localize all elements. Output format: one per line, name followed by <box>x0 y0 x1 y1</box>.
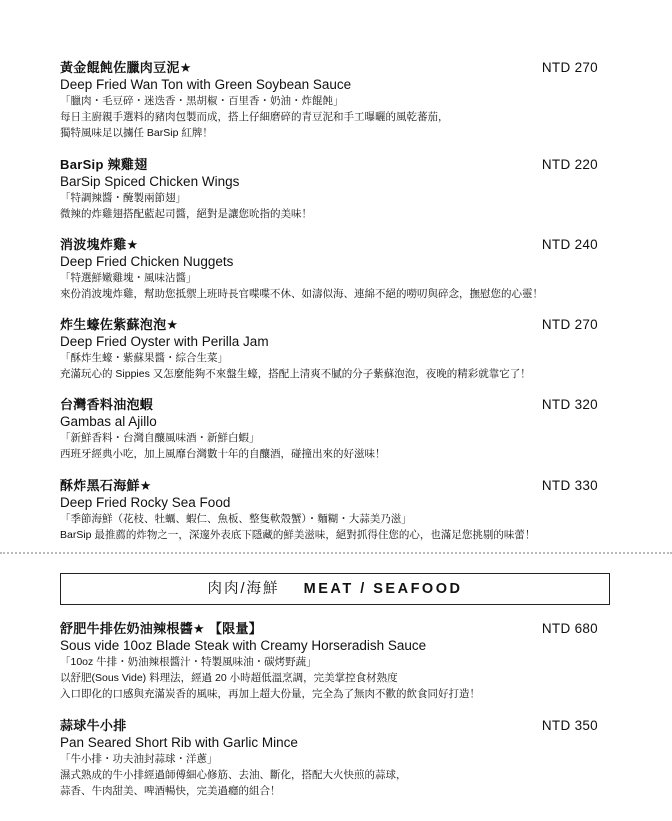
item-price: NTD 330 <box>541 478 598 493</box>
item-description: BarSip 最推薦的炸物之一，深邃外表底下隱藏的鮮美滋味，絕對抓得住您的心，也滿足您挑剔的味蕾！ <box>60 529 536 541</box>
item-ingredients: 「新鮮香料・台灣自釀風味酒・新鮮白蝦」 <box>60 432 260 444</box>
item-name-en: Sous vide 10oz Blade Steak with Creamy Horseradish Sauce <box>60 638 427 653</box>
item-name-zh: 炸生蠔佐紫蘇泡泡★ <box>60 317 179 332</box>
item-name-en: Pan Seared Short Rib with Garlic Mince <box>60 735 298 750</box>
item-price: NTD 680 <box>541 621 598 636</box>
item-title-row <box>60 477 612 494</box>
item-description: 充滿玩心的 Sippies 又怎麼能夠不來盤生蠔，搭配上清爽不膩的分子紫蘇泡泡，夜晚的精彩就靠它了！ <box>60 368 531 380</box>
menu-item <box>60 396 612 462</box>
item-name-zh: 酥炸黑石海鮮★ <box>60 478 152 493</box>
item-ingredients: 「特調辣醬・醃製兩節翅」 <box>60 192 186 204</box>
item-description: 蒜香、牛肉甜美、啤酒暢快，完美過癮的組合！ <box>60 785 281 797</box>
item-description: 獨特風味足以擄任 BarSip 紅牌！ <box>60 127 213 139</box>
menu-item <box>60 156 612 222</box>
menu-item <box>60 717 612 799</box>
item-ingredients: 「季節海鮮（花枝、牡蠣、蝦仁、魚板、整隻軟殼蟹）・麵糊・大蒜美乃滋」 <box>60 513 412 525</box>
section-header <box>60 573 610 605</box>
item-name-en: Gambas al Ajillo <box>60 414 157 429</box>
item-name-en: Deep Fried Wan Ton with Green Soybean Sauce <box>60 77 352 92</box>
item-name-zh: 蒜球牛小排 <box>60 718 127 733</box>
item-description: 以舒肥(Sous Vide) 料理法，經過 20 小時超低溫烹調，完美掌控食材熟度 <box>60 672 398 684</box>
item-description: 來份消波塊炸雞，幫助您抵禦上班時長官喋喋不休、如濤似海、連綿不絕的嘮叨與碎念，撫慰您的心靈！ <box>60 288 543 300</box>
item-name-zh: 舒肥牛排佐奶油辣根醬★ 【限量】 <box>60 621 263 636</box>
item-name-zh: 台灣香料油泡蝦 <box>60 397 154 412</box>
item-name-zh: 黃金餛飩佐臘肉豆泥★ <box>60 60 192 75</box>
item-description: 入口即化的口感與充滿炭香的風味，再加上超大份量，完全為了無肉不歡的飲食同好打造！ <box>60 688 480 700</box>
item-description: 微辣的炸雞翅搭配藍起司醬，絕對是讓您吮指的美味！ <box>60 208 312 220</box>
item-title-row <box>60 396 612 413</box>
section-title-en: MEAT / SEAFOOD <box>303 581 463 597</box>
menu-item <box>60 236 612 302</box>
item-title-row <box>60 236 612 253</box>
item-name-en: BarSip Spiced Chicken Wings <box>60 174 240 189</box>
menu-item <box>60 59 612 141</box>
item-name-en: Deep Fried Chicken Nuggets <box>60 254 234 269</box>
item-ingredients: 「臘肉・毛豆碎・迷迭香・黑胡椒・百里香・奶油・炸餛飩」 <box>60 95 344 107</box>
item-price: NTD 240 <box>541 237 598 252</box>
item-price: NTD 270 <box>541 317 598 332</box>
item-description: 濕式熟成的牛小排經過師傅細心修筋、去油、斷化，搭配大火快煎的蒜球， <box>60 769 407 781</box>
item-title-row <box>60 316 612 333</box>
item-title-row <box>60 620 612 637</box>
menu-item <box>60 477 612 543</box>
item-price: NTD 350 <box>541 718 598 733</box>
item-name-zh: 消波塊炸雞★ <box>60 237 139 252</box>
item-description: 每日主廚親手選料的豬肉包製而成，搭上仔細磨碎的青豆泥和手工曝曬的風乾蕃茄， <box>60 111 449 123</box>
item-price: NTD 220 <box>541 157 598 172</box>
item-ingredients: 「酥炸生蠔・紫蘇果醬・綜合生菜」 <box>60 352 228 364</box>
item-title-row <box>60 59 612 76</box>
section-divider <box>0 552 672 555</box>
item-title-row <box>60 717 612 734</box>
item-title-row <box>60 156 612 173</box>
item-name-en: Deep Fried Oyster with Perilla Jam <box>60 334 269 349</box>
item-price: NTD 320 <box>541 397 598 412</box>
section-title-zh: 肉肉/海鮮 <box>207 581 280 597</box>
item-ingredients: 「特選鮮嫩雞塊・風味沾醬」 <box>60 272 197 284</box>
item-description: 西班牙經典小吃，加上風靡台灣數十年的自釀酒，碰撞出來的好滋味！ <box>60 448 386 460</box>
item-name-en: Deep Fried Rocky Sea Food <box>60 495 231 510</box>
item-ingredients: 「牛小排・功夫油封蒜球・洋蔥」 <box>60 753 218 765</box>
menu-item <box>60 620 612 702</box>
item-ingredients: 「10oz 牛排・奶油辣根醬汁・特製風味油・碳烤野蔬」 <box>60 656 317 668</box>
item-name-zh: BarSip 辣雞翅 <box>60 157 148 172</box>
menu-item <box>60 316 612 382</box>
item-price: NTD 270 <box>541 60 598 75</box>
